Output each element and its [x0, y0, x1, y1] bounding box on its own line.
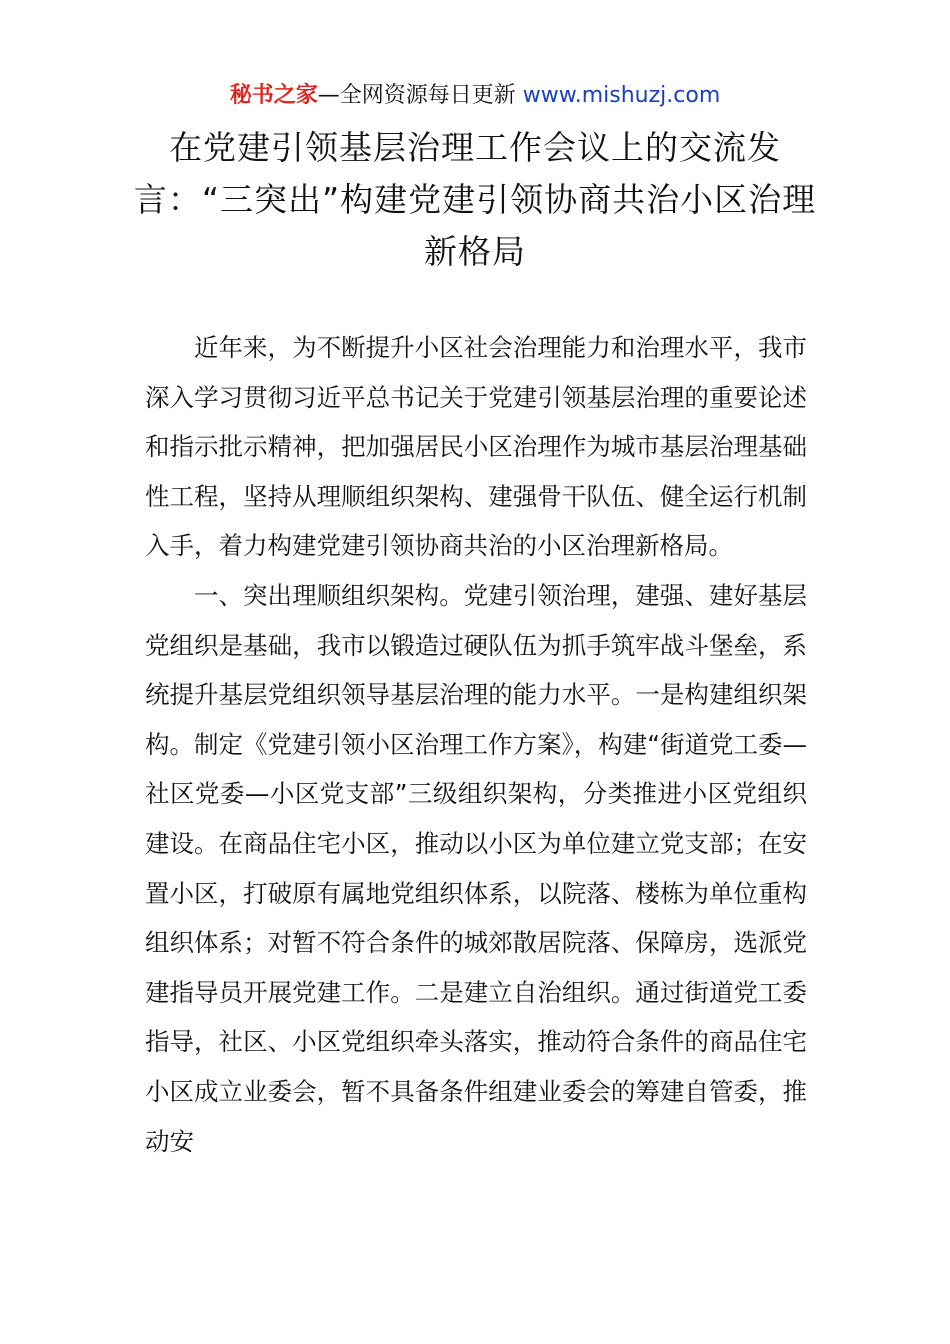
site-url-link[interactable]: www.mishuzj.com: [522, 83, 721, 108]
paragraph-intro: 近年来，为不断提升小区社会治理能力和治理水平，我市深入学习贯彻习近平总书记关于党建引领基层治理的重要论述和指示批示精神，把加强居民小区治理作为城市基层治理基础性工程，坚持从理顺组织架构、建强骨干队伍、健全运行机制入手，着力构建党建引领协商共治的小区治理新格局。: [145, 333, 807, 561]
document-body: [145, 323, 807, 1166]
paragraph-section-one: 一、突出理顺组织架构。党建引领治理，建强、建好基层党组织是基础，我市以锻造过硬队伍为抓手筑牢战斗堡垒，系统提升基层党组织领导基层治理的能力水平。一是构建组织架构。制定《党建引领小区治理工作方案》，构建“街道党工委—社区党委—小区党支部”三级组织架构，分类推进小区党组织建设。在商品住宅小区，推动以小区为单位建立党支部；在安置小区，打破原有属地党组织体系，以院落、楼栋为单位重构组织体系；对暂不符合条件的城郊散居院落、保障房，选派党建指导员开展党建工作。二是建立自治组织。通过街道党工委指导，社区、小区党组织牵头落实，推动符合条件的商品住宅小区成立业委会，暂不具备条件组建业委会的筹建自管委，推动安: [145, 580, 807, 1156]
header-tagline: —全网资源每日更新: [317, 83, 516, 108]
brand-name: 秘书之家: [229, 83, 318, 108]
document-title: 在党建引领基层治理工作会议上的交流发言：“三突出”构建党建引领协商共治小区治理新格局: [133, 128, 817, 271]
site-header: [0, 80, 950, 112]
